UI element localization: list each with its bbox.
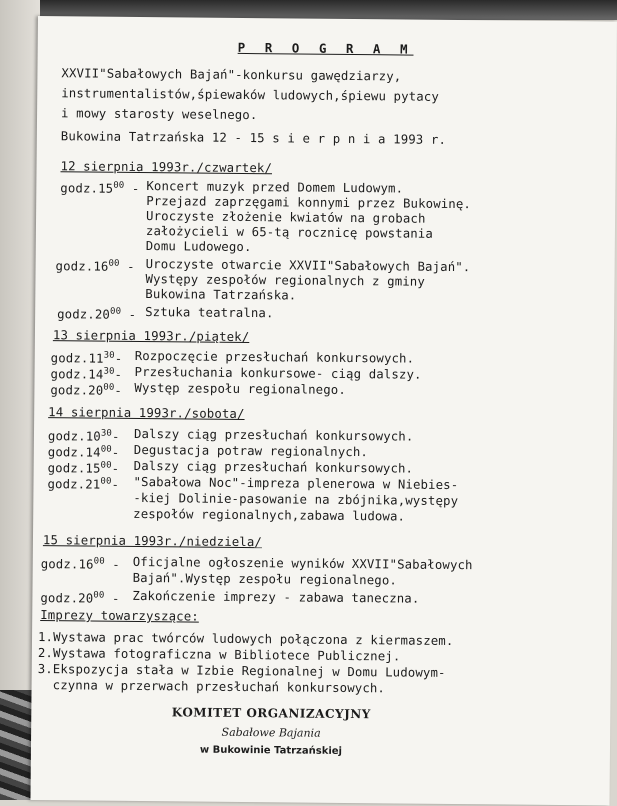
schedule-time: $godz.15^{00}$ -	[60, 180, 140, 196]
side-events-heading: Imprezy towarzyszące:	[40, 608, 199, 624]
schedule-item: Degustacja potraw regionalnych.	[133, 442, 369, 460]
schedule-item: Sztuka teatralna.	[145, 305, 274, 321]
schedule-item: założycieli w 65-tą rocznicę powstania	[145, 224, 434, 241]
schedule-item: Oficjalne ogłoszenie wyników XXVII"Sabałowych	[132, 554, 473, 573]
schedule-item: zespołów regionalnych,zabawa ludowa.	[133, 506, 406, 524]
schedule-item: Przesłuchania konkursowe- ciąg dalszy.	[134, 364, 422, 382]
side-event-item: 1.Wystawa prac twórców ludowych połączona z kiermaszem.	[37, 630, 454, 649]
schedule-time: $godz.14^{00}-$	[47, 444, 120, 460]
schedule-item: Bukowina Tatrzańska.	[145, 287, 297, 303]
schedule-item: Rozpoczęcie przesłuchań konkursowych.	[134, 348, 415, 366]
stamp-name: Sabałowe Bajania	[221, 725, 321, 740]
schedule-item: Występ zespołu regionalnego.	[134, 380, 346, 397]
side-event-item: 3.Ekspozycja stała w Izbie Regionalnej w Domu Ludowym-	[37, 662, 446, 680]
schedule-item: Koncert muzyk przed Domem Ludowym.	[146, 179, 404, 196]
schedule-item: Zakończenie imprezy - zabawa taneczna.	[132, 588, 420, 606]
program-sheet	[30, 16, 616, 806]
day-heading: 13 sierpnia 1993r./piątek/	[52, 328, 250, 345]
schedule-time: $godz.16^{00}$ -	[40, 556, 120, 572]
schedule-item: "Sabałowa Noc"-impreza plenerowa w Niebies-	[133, 474, 459, 493]
schedule-time: $godz.15^{00}-$	[47, 460, 120, 476]
organizer-stamp	[171, 705, 371, 757]
schedule-item: Przejazd zaprzęgami konnymi przez Bukowinę.	[146, 194, 472, 212]
day-heading: 14 sierpnia 1993r./sobota/	[48, 405, 245, 422]
day-heading: 12 sierpnia 1993r./czwartek/	[60, 159, 273, 176]
schedule-time: $godz.10^{30}-$	[47, 428, 120, 444]
schedule-item: -kiej Dolinie-pasowanie na zbójnika,występy	[133, 490, 459, 509]
intro-line: i mowy starosty weselnego.	[61, 106, 258, 123]
schedule-item: Dalszy ciąg przesłuchań konkursowych.	[133, 458, 414, 476]
schedule-item: Występy zespołów regionalnych z gminy	[145, 272, 426, 289]
schedule-time: $godz.20^{00}-$	[50, 382, 123, 398]
schedule-item: Domu Ludowego.	[145, 239, 252, 255]
schedule-item: Uroczyste otwarcie XXVII"Sabałowych Bajań".	[145, 257, 471, 275]
intro-line: instrumentalistów,śpiewaków ludowych,śpiewu pytacy	[61, 86, 439, 104]
side-event-item: czynna w przerwach przesłuchań konkursowych.	[37, 678, 386, 696]
event-dates: Bukowina Tatrzańska 12 - 15 s i e r p n i a 1993 r.	[60, 129, 447, 147]
schedule-time: $godz.11^{30}-$	[50, 350, 123, 366]
schedule-time: $godz.14^{30}-$	[50, 366, 123, 382]
schedule-time: $godz.20^{00}$ -	[40, 590, 120, 606]
page-title: P R O G R A M	[237, 39, 414, 57]
side-event-item: 2.Wystawa fotograficzna w Bibliotece Publicznej.	[37, 646, 401, 664]
schedule-item: Dalszy ciąg przesłuchań konkursowych.	[133, 426, 414, 444]
schedule-time: $godz.16^{00}$ -	[55, 258, 135, 274]
schedule-item: Uroczyste złożenie kwiatów na grobach	[146, 209, 426, 226]
schedule-item: Bajań".Występ zespołu regionalnego.	[132, 570, 398, 588]
intro-line: XXVII"Sabałowych Bajań"-konkursu gawędziarzy,	[61, 66, 402, 84]
day-heading: 15 sierpnia 1993r./niedziela/	[42, 533, 263, 550]
schedule-time: $godz.20^{00}$ -	[57, 306, 137, 322]
schedule-time: $godz.21^{00}-$	[47, 476, 120, 492]
stamp-committee: KOMITET ORGANIZACYJNY	[171, 705, 371, 722]
stamp-location: w Bukowinie Tatrzańskiej	[199, 744, 343, 757]
